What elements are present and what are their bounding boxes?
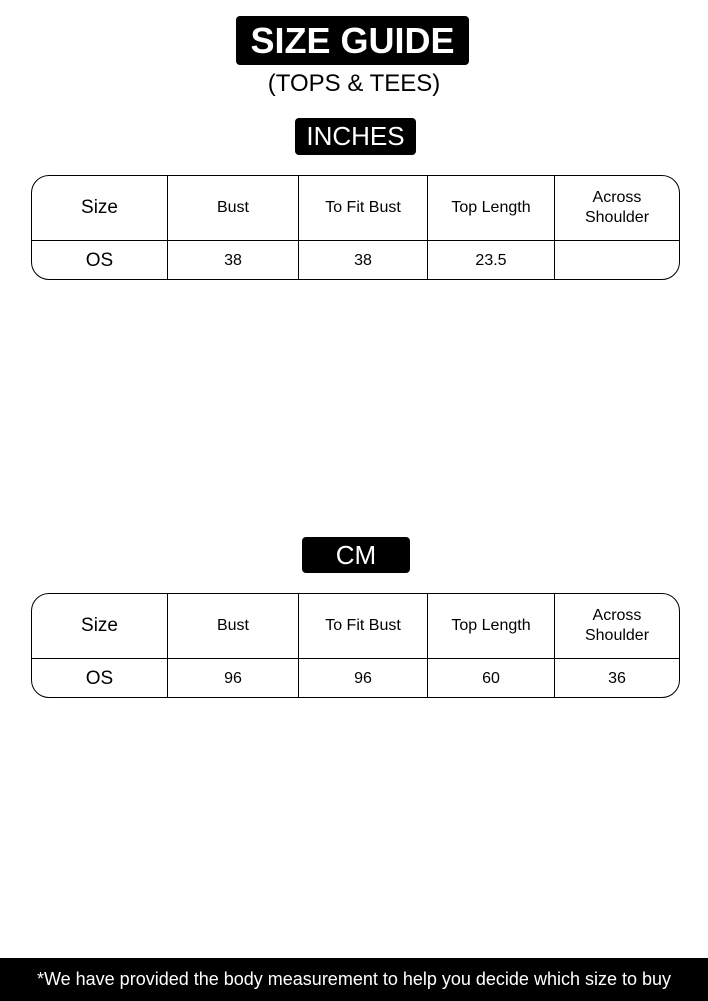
- column-header-across-shoulder: Across Shoulder: [584, 607, 650, 644]
- column-header-bust: Bust: [168, 594, 299, 658]
- page-title: SIZE GUIDE: [236, 16, 469, 65]
- table-row: [32, 659, 679, 698]
- column-header-top-length: Top Length: [428, 594, 555, 658]
- page-subtitle: (TOPS & TEES): [267, 70, 441, 97]
- cell-to-fit-bust: 38: [299, 241, 428, 280]
- column-header-to-fit-bust: To Fit Bust: [299, 594, 428, 658]
- cell-size: OS: [32, 241, 168, 280]
- unit-badge-inches: INCHES: [295, 118, 416, 155]
- cell-size: OS: [32, 659, 168, 698]
- cell-bust: 96: [168, 659, 299, 698]
- unit-badge-cm: CM: [302, 537, 410, 573]
- cell-top-length: 23.5: [428, 241, 555, 280]
- cell-across-shoulder: 36: [608, 669, 626, 687]
- cell-across-shoulder: [555, 241, 679, 280]
- column-header-size: Size: [32, 594, 168, 658]
- column-header-bust: Bust: [168, 176, 299, 240]
- table-row: [32, 241, 679, 280]
- size-table-inches: [31, 175, 680, 280]
- column-header-to-fit-bust: To Fit Bust: [299, 176, 428, 240]
- column-header-across-shoulder: Across Shoulder: [584, 189, 650, 226]
- table-header-row: [32, 594, 679, 659]
- cell-to-fit-bust: 96: [299, 659, 428, 698]
- size-table-cm: [31, 593, 680, 698]
- table-header-row: [32, 176, 679, 241]
- column-header-top-length: Top Length: [428, 176, 555, 240]
- cell-top-length: 60: [428, 659, 555, 698]
- column-header-size: Size: [32, 176, 168, 240]
- cell-bust: 38: [168, 241, 299, 280]
- footer-note: *We have provided the body measurement to help you decide which size to buy: [0, 958, 708, 1001]
